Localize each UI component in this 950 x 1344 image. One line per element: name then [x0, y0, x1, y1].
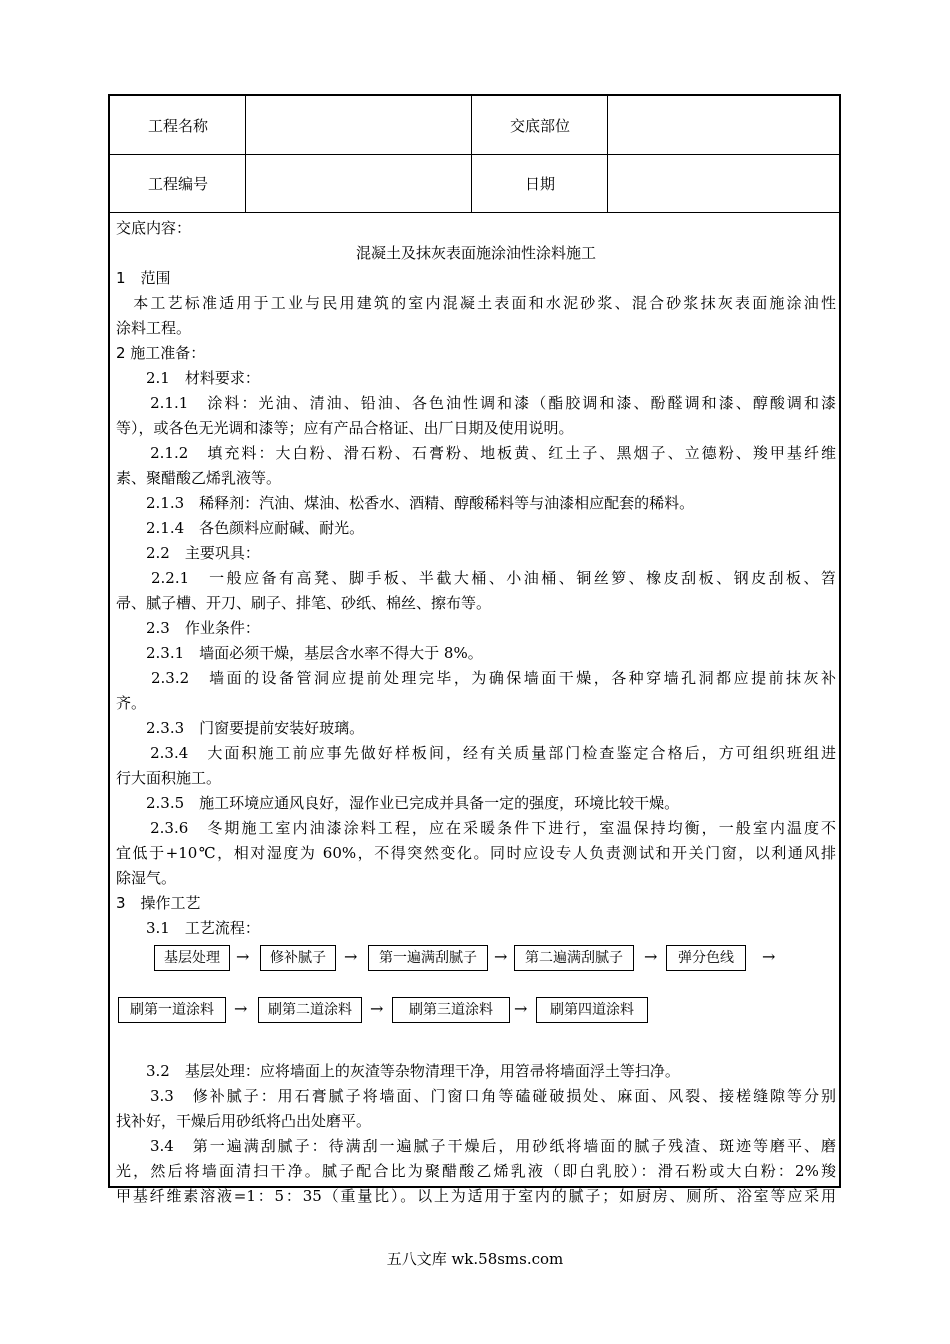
- text-line: 2.1.1 涂料：光油、清油、铅油、各色油性调和漆（酯胶调和漆、酚醛调和漆、醇酸调和漆: [116, 394, 836, 412]
- text-line: 2.1 材料要求：: [116, 369, 260, 387]
- flow-step: 刷第四道涂料: [536, 997, 648, 1023]
- text-line: 帚、腻子槽、开刀、刷子、排笔、砂纸、棉丝、擦布等。: [116, 594, 492, 612]
- text-line: 找补好，干燥后用砂纸将凸出处磨平。: [116, 1112, 372, 1130]
- body-text-continued: [116, 1059, 836, 1209]
- arrow-icon: →: [644, 947, 658, 966]
- text-line: 2.3.1 墙面必须干燥，基层含水率不得大于 8%。: [116, 644, 483, 662]
- header-divider: [607, 96, 608, 212]
- project-name-label: 工程名称: [147, 116, 208, 135]
- text-line: 宜低于+10℃，相对湿度为 60%，不得突然变化。同时应设专人负责测试和开关门窗，以利通风排: [116, 844, 836, 862]
- text-line: 2 施工准备：: [116, 344, 206, 362]
- text-line: 涂料工程。: [116, 319, 192, 337]
- header-row-1: [110, 96, 839, 155]
- arrow-icon: →: [514, 999, 528, 1018]
- text-line: 本工艺标准适用于工业与民用建筑的室内混凝土表面和水泥砂浆、混合砂浆抹灰表面施涂油性: [116, 294, 836, 312]
- text-line: 素、聚醋酸乙烯乳液等。: [116, 469, 282, 487]
- document-frame: [108, 94, 841, 1205]
- text-line: 1 范围: [116, 269, 171, 287]
- text-line: 3.4 第一遍满刮腻子：待满刮一遍腻子干燥后，用砂纸将墙面的腻子残渣、斑迹等磨平、磨: [116, 1137, 836, 1155]
- text-line: 3.2 基层处理：应将墙面上的灰渣等杂物清理干净，用笤帚将墙面浮土等扫净。: [116, 1062, 680, 1080]
- text-line: 3 操作工艺: [116, 894, 201, 912]
- text-line: 2.2.1 一般应备有高凳、脚手板、半截大桶、小油桶、铜丝箩、橡皮刮板、钢皮刮板、笤: [116, 569, 836, 587]
- flow-step: 修补腻子: [260, 945, 336, 971]
- document-title: 混凝土及抹灰表面施涂油性涂料施工: [355, 244, 596, 262]
- text-line: 3.1 工艺流程：: [116, 919, 260, 937]
- text-line: 2.1.4 各色颜料应耐碱、耐光。: [116, 519, 365, 537]
- text-line: 2.3 作业条件：: [116, 619, 260, 637]
- arrow-icon: →: [236, 947, 250, 966]
- project-no-value[interactable]: [246, 154, 472, 212]
- project-no-label: 工程编号: [147, 174, 208, 193]
- flow-step: 弹分色线: [666, 945, 746, 971]
- text-line: 2.3.3 门窗要提前安装好玻璃。: [116, 719, 365, 737]
- flow-step: 刷第二道涂料: [258, 997, 362, 1023]
- text-line: 2.3.4 大面积施工前应事先做好样板间，经有关质量部门检查鉴定合格后，方可组织班组进: [116, 744, 836, 762]
- text-line: 除湿气。: [116, 869, 177, 887]
- arrow-icon: →: [494, 947, 508, 966]
- flow-row-1: [116, 941, 836, 993]
- arrow-icon: →: [370, 999, 384, 1018]
- content-area: [116, 216, 836, 1209]
- content-label: 交底内容：: [116, 219, 192, 237]
- arrow-icon: →: [344, 947, 358, 966]
- arrow-icon: →: [762, 947, 776, 966]
- text-line: 2.3.5 施工环境应通风良好，湿作业已完成并具备一定的强度，环境比较干燥。: [116, 794, 680, 812]
- text-line: 2.3.6 冬期施工室内油漆涂料工程，应在采暖条件下进行，室温保持均衡，一般室内温度不: [116, 819, 836, 837]
- text-line: 2.1.2 填充料：大白粉、滑石粉、石膏粉、地板黄、红土子、黑烟子、立德粉、羧甲基纤维: [116, 444, 836, 462]
- header-divider: [471, 96, 472, 212]
- text-line: 2.2 主要巩具：: [116, 544, 260, 562]
- text-line: 3.3 修补腻子：用石膏腻子将墙面、门窗口角等磕碰破损处、麻面、风裂、接槎缝隙等分别: [116, 1087, 836, 1105]
- date-label: 日期: [524, 174, 555, 193]
- flow-row-2: [116, 993, 836, 1045]
- body-text: [116, 266, 836, 941]
- footer-watermark: 五八文库 wk.58sms.com: [386, 1250, 564, 1268]
- flow-step: 刷第一道涂料: [118, 997, 226, 1023]
- flow-step: 第一遍满刮腻子: [368, 945, 488, 971]
- location-value[interactable]: [608, 96, 839, 154]
- text-line: 等），或各色无光调和漆等；应有产品合格证、出厂日期及使用说明。: [116, 419, 574, 437]
- flow-step: 第二遍满刮腻子: [514, 945, 634, 971]
- date-value[interactable]: [608, 154, 839, 212]
- text-line: 2.3.2 墙面的设备管洞应提前处理完毕，为确保墙面干燥，各种穿墙孔洞都应提前抹灰补: [116, 669, 836, 687]
- text-line: 甲基纤维素溶液=1：5：35（重量比）。以上为适用于室内的腻子；如厨房、厕所、浴室等应采用: [116, 1187, 836, 1205]
- project-name-value[interactable]: [246, 96, 472, 154]
- text-line: 齐。: [116, 694, 147, 712]
- text-line: 行大面积施工。: [116, 769, 222, 787]
- header-row-2: [110, 154, 839, 213]
- header-divider: [245, 96, 246, 212]
- flow-step: 刷第三道涂料: [392, 997, 510, 1023]
- arrow-icon: →: [234, 999, 248, 1018]
- text-line: 光，然后将墙面清扫干净。腻子配合比为聚醋酸乙烯乳液（即白乳胶）：滑石粉或大白粉：2%羧: [116, 1162, 836, 1180]
- flow-step: 基层处理: [154, 945, 230, 971]
- text-line: 2.1.3 稀释剂：汽油、煤油、松香水、酒精、醇酸稀料等与油漆相应配套的稀料。: [116, 494, 695, 512]
- location-label: 交底部位: [509, 116, 570, 135]
